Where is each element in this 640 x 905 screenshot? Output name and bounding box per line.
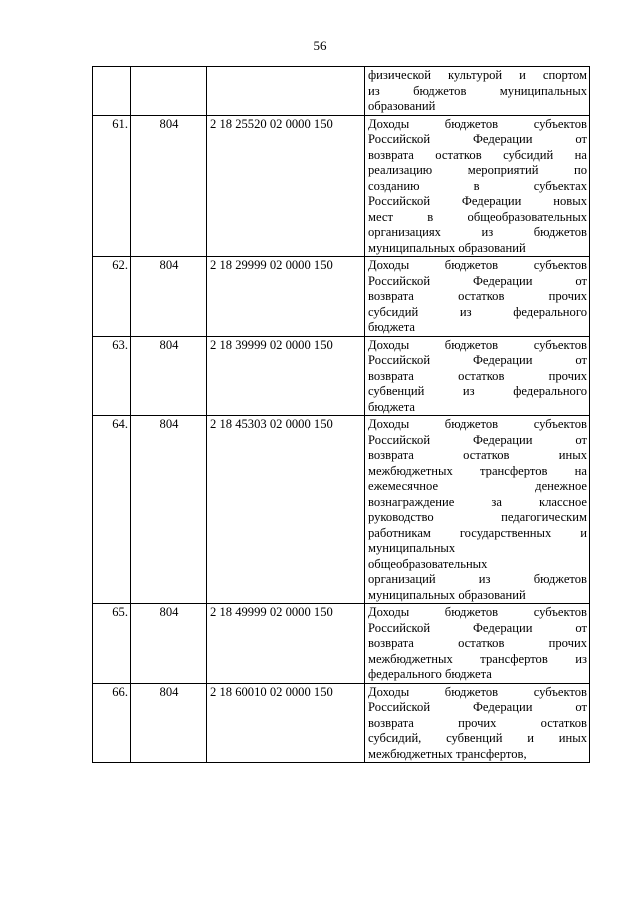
description-line: муниципальных образований: [368, 240, 526, 255]
administrator-code-cell: 804: [131, 604, 207, 684]
budget-classification-code-cell: 2 18 25520 02 0000 150: [207, 115, 365, 257]
income-description-cell: [365, 257, 590, 337]
budget-classification-code-cell: 2 18 49999 02 0000 150: [207, 604, 365, 684]
description-line: организаций из бюджетов: [368, 572, 587, 586]
row-number-cell: 64.: [93, 416, 131, 604]
table-row: [93, 115, 590, 257]
description-line: межбюджетных трансфертов на: [368, 463, 587, 478]
table-row: [93, 683, 590, 763]
administrator-code-cell: 804: [131, 115, 207, 257]
description-line: физической культурой и спортом: [368, 68, 587, 82]
income-description-cell: [365, 336, 590, 416]
row-number-cell: 65.: [93, 604, 131, 684]
description-line: бюджета: [368, 399, 415, 414]
description-line: Российской Федерации от: [368, 700, 587, 714]
description-line: мест в общеобразовательных: [368, 209, 587, 224]
row-number-cell: 61.: [93, 115, 131, 257]
description-line: Российской Федерации от: [368, 620, 587, 635]
income-description-cell: [365, 604, 590, 684]
income-description-cell: [365, 416, 590, 604]
description-line: работникам государственных и: [368, 525, 587, 540]
budget-classification-code-cell: 2 18 45303 02 0000 150: [207, 416, 365, 604]
description-line: Российской Федерации от: [368, 432, 587, 447]
table-row: [93, 336, 590, 416]
description-line: реализацию мероприятий по: [368, 163, 587, 177]
description-line: Доходы бюджетов субъектов: [368, 116, 587, 131]
description-line: муниципальных образований: [368, 587, 526, 602]
description-line: возврата остатков субсидий на: [368, 147, 587, 162]
table-row: [93, 257, 590, 337]
table-row: [93, 67, 590, 116]
description-line: Доходы бюджетов субъектов: [368, 417, 587, 431]
description-line: ежемесячное денежное: [368, 479, 587, 493]
income-description-cell: [365, 115, 590, 257]
description-line: межбюджетных трансфертов из: [368, 651, 587, 666]
budget-classification-code-cell: 2 18 60010 02 0000 150: [207, 683, 365, 763]
income-description-cell: [365, 67, 590, 116]
description-line: из бюджетов муниципальных: [368, 83, 587, 98]
description-line: Российской Федерации новых: [368, 194, 587, 208]
description-line: Доходы бюджетов субъектов: [368, 337, 587, 352]
description-line: Доходы бюджетов субъектов: [368, 258, 587, 272]
row-number-cell: [93, 67, 131, 116]
description-line: субсидий из федерального: [368, 304, 587, 319]
description-line: возврата остатков иных: [368, 448, 587, 462]
description-line: вознаграждение за классное: [368, 494, 587, 509]
description-line: межбюджетных трансфертов,: [368, 746, 527, 761]
row-number-cell: 66.: [93, 683, 131, 763]
table-row: [93, 416, 590, 604]
description-line: субвенций из федерального: [368, 384, 587, 398]
description-line: Российской Федерации от: [368, 353, 587, 367]
description-line: возврата прочих остатков: [368, 715, 587, 730]
description-line: субсидий, субвенций и иных: [368, 731, 587, 745]
description-line: Доходы бюджетов субъектов: [368, 605, 587, 619]
administrator-code-cell: 804: [131, 257, 207, 337]
description-line: бюджета: [368, 320, 415, 334]
budget-income-table: [92, 66, 590, 763]
description-line: муниципальных: [368, 541, 456, 555]
budget-classification-code-cell: 2 18 39999 02 0000 150: [207, 336, 365, 416]
description-line: Российской Федерации от: [368, 273, 587, 288]
administrator-code-cell: 804: [131, 416, 207, 604]
table-row: [93, 604, 590, 684]
income-description-cell: [365, 683, 590, 763]
description-line: возврата остатков прочих: [368, 636, 587, 650]
description-line: образований: [368, 99, 436, 113]
description-line: федерального бюджета: [368, 667, 492, 681]
administrator-code-cell: [131, 67, 207, 116]
description-line: Доходы бюджетов субъектов: [368, 684, 587, 699]
budget-classification-code-cell: 2 18 29999 02 0000 150: [207, 257, 365, 337]
table-body: [93, 67, 590, 763]
row-number-cell: 63.: [93, 336, 131, 416]
description-line: общеобразовательных: [368, 556, 488, 571]
row-number-cell: 62.: [93, 257, 131, 337]
description-line: возврата остатков прочих: [368, 368, 587, 383]
description-line: организациях из бюджетов: [368, 225, 587, 239]
administrator-code-cell: 804: [131, 336, 207, 416]
page-number: 56: [313, 38, 327, 53]
description-line: возврата остатков прочих: [368, 289, 587, 303]
description-line: руководство педагогическим: [368, 510, 587, 524]
budget-classification-code-cell: [207, 67, 365, 116]
description-line: созданию в субъектах: [368, 178, 587, 193]
description-line: Российской Федерации от: [368, 132, 587, 146]
administrator-code-cell: 804: [131, 683, 207, 763]
